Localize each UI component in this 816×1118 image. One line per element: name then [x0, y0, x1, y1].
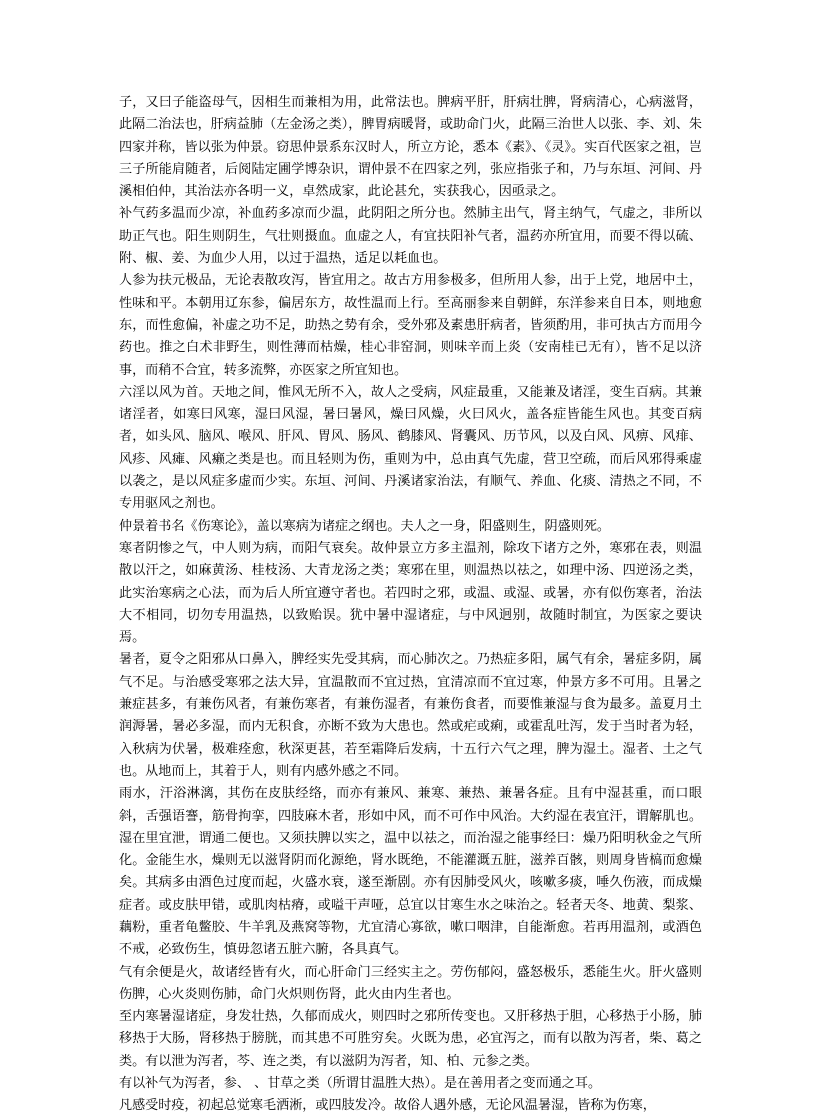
paragraph: 暑者，夏令之阳邪从口鼻入，脾经实先受其病，而心肺次之。乃热症多阳，属气有余，暑症多阴，属气不足。与治感受寒邪之法大异，宜温散而不宜过热，宜清凉而不宜过寒，仲景方多不可用。且暑之兼症甚多，有兼伤风者，有兼伤寒者，有兼伤湿者，有兼伤食者，而要惟兼湿与食为最多。盖夏月土润溽暑，暑必多湿，而内无积食，亦断不致为大患也。然或疟或痢，或霍乱吐泻，发于当时者为轻，入秋病为伏暑，极难痊愈，秋深更甚，若至霜降后发病，十五行六气之理，脾为湿土。湿者、土之气也。从地而上，其着于人，则有内感外感之不同。	[119, 652, 702, 779]
paragraph: 雨水，汗浴淋漓，其伤在皮肤经络，而亦有兼风、兼寒、兼热、兼暑各症。且有中湿甚重，而口眼 斜，舌强语謇，筋骨拘挛，四肢麻木者，形如中风，而不可作中风治。大约湿在表宜汗，谓解肌也。湿在里宜泄，谓通二便也。又须扶脾以实之，温中以祛之，而治湿之能事经曰：燥乃阳明秋金之气所化。金能生水，燥则无以滋肾阴而化源绝，肾水既绝，不能灌溉五脏，滋养百骸，则周身皆槁而愈燥矣。其病多由酒色过度而起，火盛水衰，遂至渐剧。亦有因肺受风火，咳嗽多痰，唾久伤液，而成燥症者。或皮肤甲错，或肌肉枯瘠，或嗌干声哑，总宜以甘寒生水之味治之。轻者天冬、地黄、梨浆、藕粉，重者龟鳖胶、牛羊乳及燕窝等物，尤宜清心寡欲，嗽口咽津，自能渐愈。若再用温剂，或酒色不戒，必致伤生，慎毋忽诸五脏六腑，各具真气。	[119, 786, 702, 958]
paragraph: 六淫以风为首。天地之间，惟风无所不入，故人之受病，风症最重，又能兼及诸淫，变生百病。其兼诸淫者，如寒曰风寒，湿曰风湿，暑曰暑风，燥曰风燥，火曰风火，盖各症皆能生风也。其变百病者，如头风、脑风、喉风、肝风、胃风、肠风、鹤膝风、肾囊风、历节风，以及白风、风痹、风痱、风疹、风瘫、风癞之类是也。而且轻则为伤，重则为中，总由真气先虚，营卫空疏，而后风邪得乘虚以袭之，是以风症多虚而少实。东垣、河间、丹溪诸家治法，有顺气、养血、化痰、清热之不同，不专用驱风之剂也。	[119, 384, 702, 512]
document-page	[119, 92, 702, 1118]
paragraph: 有以补气为泻者，参、 、甘草之类（所谓甘温胜大热）。是在善用者之变而通之耳。	[119, 1076, 602, 1092]
paragraph: 人参为扶元极品，无论表散攻泻，皆宜用之。故古方用参极多，但所用人参，出于上党，地居中土，性味和平。本朝用辽东参，偏居东方，故性温而上行。至高丽参来自朝鲜，东洋参来自日本，则地愈东，而性愈偏，补虚之功不足，助热之势有余，受外邪及素患肝病者，皆须酌用，非可执古方而用今药也。推之白术非野生，则性薄而枯燥，桂心非窑洞，则味辛而上炎（安南桂已无有），皆不足以济事，而稍不合宜，转多流弊，亦医家之所宜知也。	[119, 273, 702, 378]
paragraph: 至内寒暑湿诸症，身发壮热，久郁而成火，则四时之邪所传变也。又肝移热于胆，心移热于小肠，肺移热于大肠，肾移热于膀胱，而其患不可胜穷矣。火既为患，必宜泻之，而有以散为泻者，柴、葛之类。有以泄为泻者，芩、连之类，有以滋阴为泻者，知、柏、元参之类。	[119, 1009, 702, 1069]
paragraph: 仲景着书名《伤寒论》，盖以寒病为诸症之纲也。夫人之一身，阳盛则生，阴盛则死。	[119, 518, 611, 534]
paragraph: 气有余便是火，故诸经皆有火，而心肝命门三经实主之。劳伤郁闷，盛怒极乐，悉能生火。肝火盛则伤脾，心火炎则伤肺，命门火炽则伤肾，此火由内生者也。	[119, 964, 702, 1002]
paragraph: 寒者阴惨之气，中人则为病，而阳气衰矣。故仲景立方多主温剂，除攻下诸方之外，寒邪在表，则温散以汗之，如麻黄汤、桂枝汤、大青龙汤之类；寒邪在里，则温热以祛之，如理中汤、四逆汤之类，此实治寒病之心法，而为后人所宜遵守者也。若四时之邪，或温、或湿、或暑，亦有似伤寒者，治法大不相同，切勿专用温热，以致贻误。犹中暑中湿诸症，与中风迥别，故随时制宜，为医家之要诀焉。	[119, 540, 702, 646]
paragraph: 补气药多温而少凉，补血药多凉而少温，此阴阳之所分也。然肺主出气，肾主纳气，气虚之，非所以助正气也。阳生则阴生，气壮则摄血。血虚之人，有宜扶阳补气者，温药亦所宜用，而要不得以硫、附、椒、姜、为血少人用，以过于温热，适足以耗血也。	[119, 206, 702, 267]
paragraph: 子，又曰子能盗母气，因相生而兼相为用，此常法也。脾病平肝，肝病壮脾，肾病清心，心病滋肾，此隔二治法也，肝病益肺（左金汤之类），脾胃病暖肾，或助命门火，此隔三治世人以张、李、刘、朱四家并称，皆以张为仲景。窃思仲景系东汉时人，所立方论，悉本《素》、《灵》。实百代医家之祖，岂三子所能肩随者，后阅陆定圃学博杂识，谓仲景不在四家之列，张应指张子和，乃与东垣、河间、丹溪相伯仲，其治法亦各明一义，卓然成家，此论甚允，实获我心，因亟录之。	[119, 95, 702, 200]
paragraph: 凡感受时疫，初起总觉寒毛洒淅，或四肢发冷。故俗人遇外感，无论风温暑湿，皆称为伤寒，	[119, 1098, 656, 1114]
